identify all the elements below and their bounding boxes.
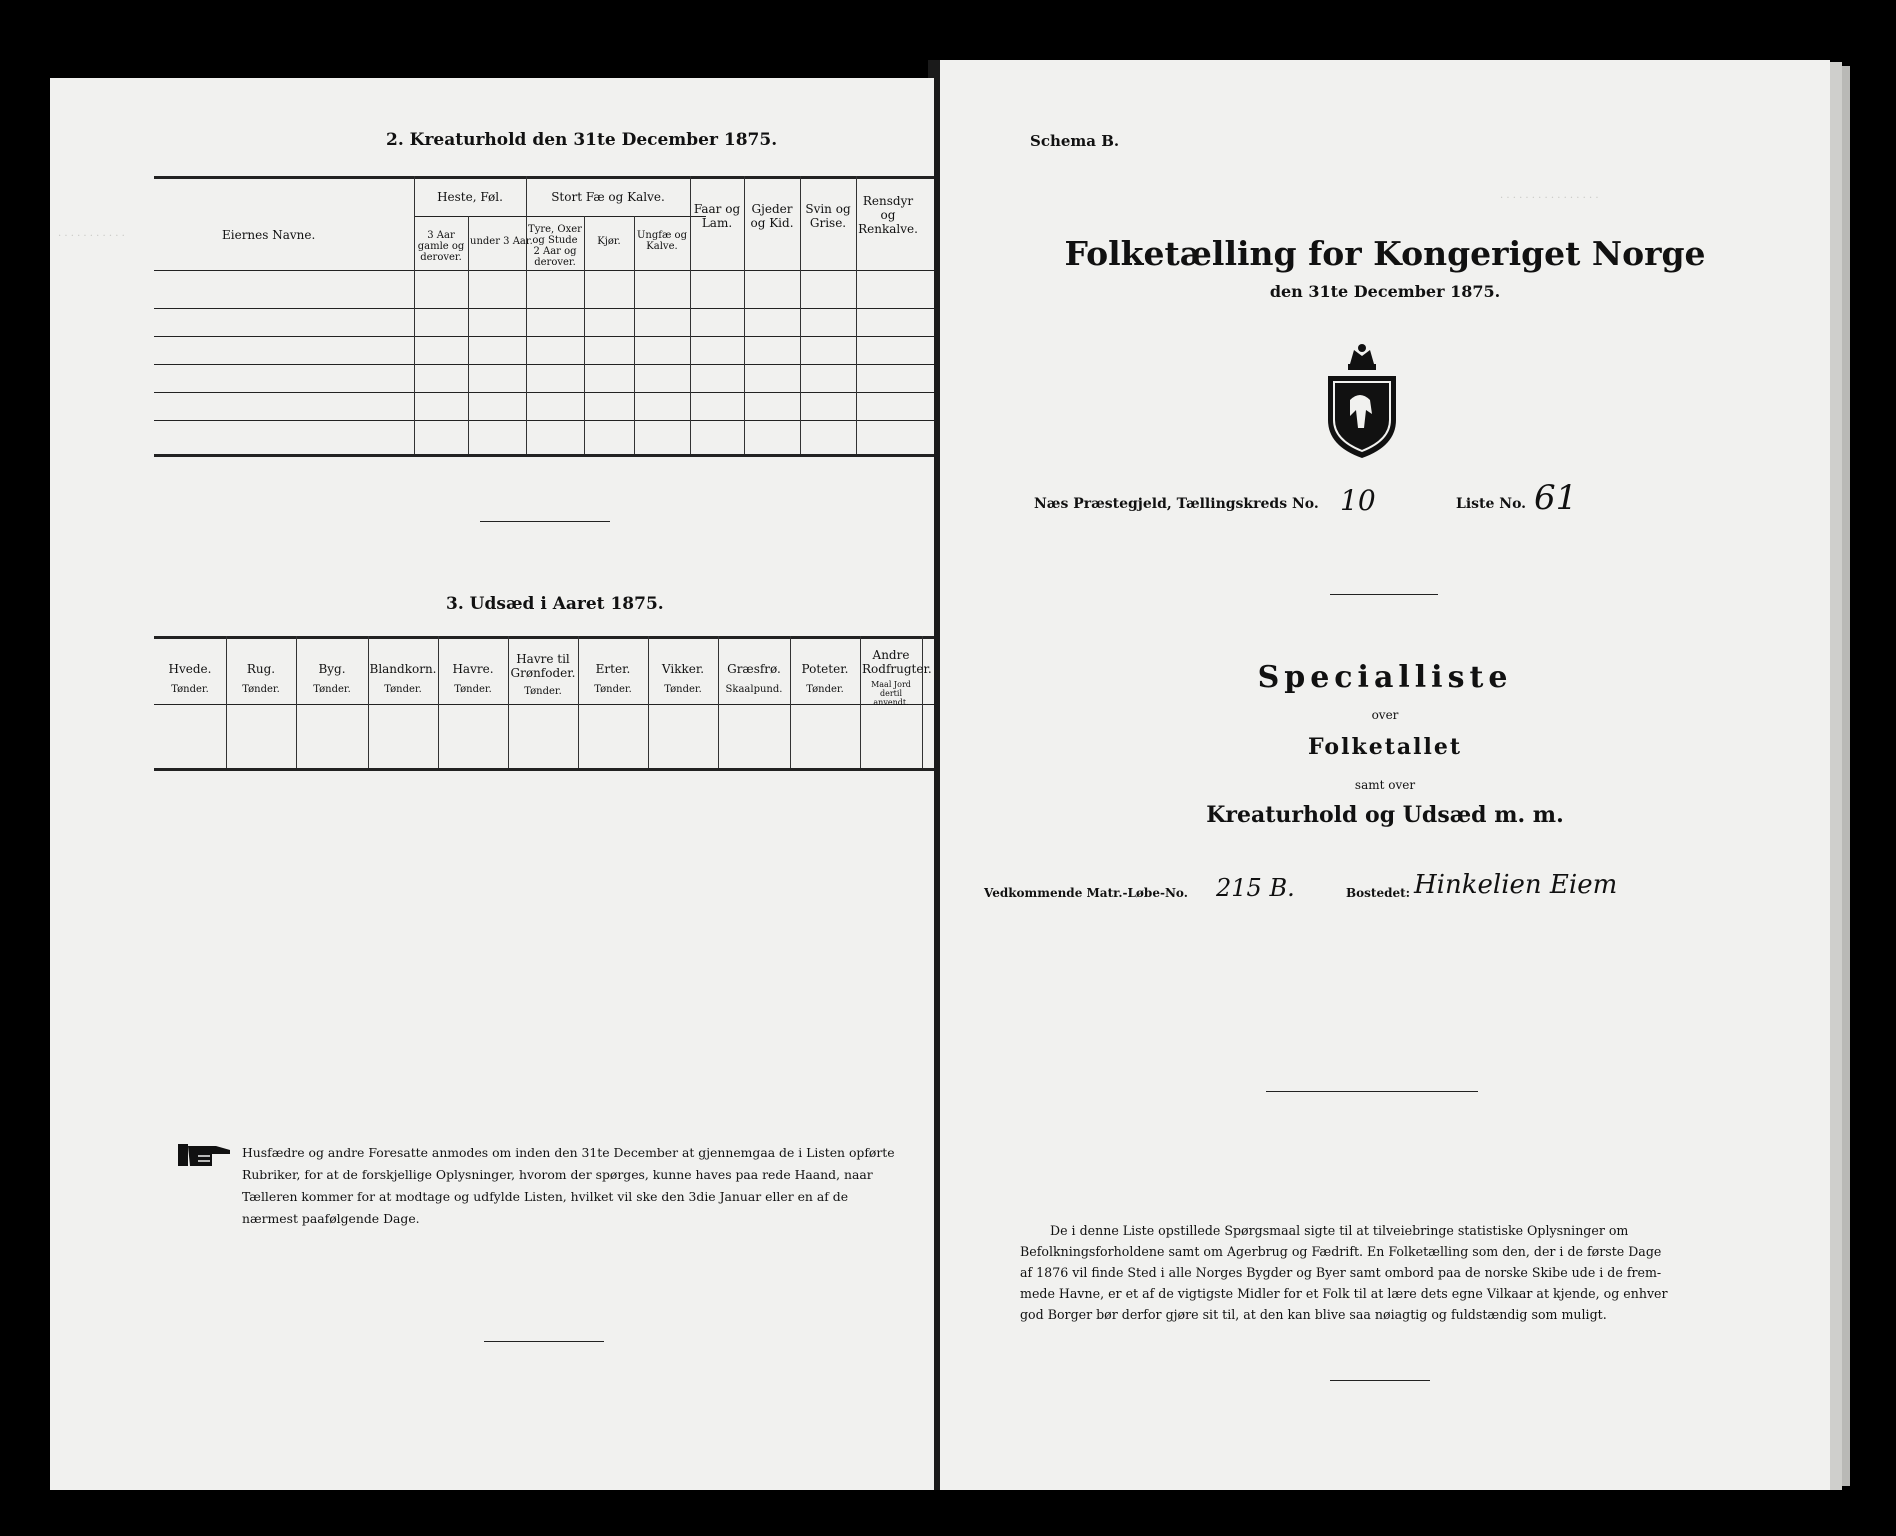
pointing-hand-icon — [176, 1138, 232, 1170]
census-title: Folketælling for Kongeriget Norge — [1064, 234, 1706, 273]
footer-text — [1020, 1220, 1668, 1325]
sowing-col-name: Poteter. — [801, 662, 849, 676]
cattle-col3: Ungfæ og Kalve. — [637, 230, 687, 252]
notice-text — [242, 1142, 895, 1230]
bosted-value: Hinkelien Eiem — [1414, 870, 1618, 900]
notice-line: Rubriker, for at de forskjellige Oplysninger, hvorom der spørges, kunne haves paa rede Haand, naar — [242, 1167, 873, 1182]
sowing-col-name: Erter. — [595, 662, 631, 676]
sowing-col-unit: Tønder. — [806, 684, 844, 695]
matr-value: 215 B. — [1216, 874, 1295, 902]
sowing-col-name: Rug. — [246, 662, 276, 676]
sowing-col-unit: Tønder. — [313, 684, 351, 695]
goats-header: Gjeder og Kid. — [750, 202, 794, 230]
cattle-header: Stort Fæ og Kalve. — [551, 190, 665, 204]
census-date: den 31te December 1875. — [1269, 282, 1501, 301]
kreds-number: 10 — [1340, 484, 1376, 517]
schema-label: Schema B. — [1030, 132, 1120, 150]
divider — [480, 521, 610, 522]
right-page — [940, 60, 1830, 1490]
bosted-label: Bostedet: — [1346, 886, 1411, 900]
sowing-col-name: Hvede. — [168, 662, 212, 676]
cattle-col2: Kjør. — [597, 236, 621, 247]
kreatur-title: Kreaturhold og Udsæd m. m. — [1206, 802, 1564, 828]
footer-line: god Borger bør derfor gjøre sit til, at den kan blive saa nøiagtig og fuldstændig som muligt. — [1020, 1307, 1607, 1322]
horses-header: Heste, Føl. — [437, 190, 503, 204]
cattle-col1: Tyre, Oxer og Stude 2 Aar og derover. — [528, 224, 582, 268]
matr-label: Vedkommende Matr.-Løbe-No. — [984, 886, 1188, 900]
reindeer-header: Rensdyr og Renkalve. — [858, 194, 918, 236]
section3-title: 3. Udsæd i Aaret 1875. — [446, 594, 664, 614]
sowing-col-unit: Tønder. — [594, 684, 632, 695]
divider — [484, 1341, 604, 1342]
left-page — [50, 78, 934, 1490]
page-edge — [1830, 62, 1842, 1490]
sowing-col-name: Blandkorn. — [369, 662, 437, 676]
sheep-header: Faar og Lam. — [693, 202, 741, 230]
sowing-col-name: Havre til Grønfoder. — [510, 652, 576, 680]
sowing-col-name: Andre Rodfrugter. — [862, 648, 932, 676]
bleed-through-text: . . . . . . . . . . . . . . . . — [1500, 190, 1599, 201]
sowing-col-unit: Maal Jord dertil anvendt. — [871, 680, 911, 707]
sowing-col-unit: Tønder. — [664, 684, 702, 695]
bleed-through-text: . . . . . . . . . . . — [58, 228, 125, 239]
footer-line: Befolkningsforholdene samt om Agerbrug og Fædrift. En Folketælling som den, der i de første Dage — [1020, 1244, 1662, 1259]
footer-line: af 1876 vil finde Sted i alle Norges Bygder og Byer samt ombord paa de norske Skibe ude i de frem- — [1020, 1265, 1662, 1280]
folketallet-label: Folketallet — [1308, 734, 1462, 760]
sowing-col-unit: Tønder. — [454, 684, 492, 695]
notice-line: Husfædre og andre Foresatte anmodes om inden den 31te December at gjennemgaa de i Listen opførte — [242, 1145, 895, 1160]
horses-col1: 3 Aar gamle og derover. — [417, 230, 465, 263]
notice-line: Tælleren kommer for at modtage og udfylde Listen, hvilket vil ske den 3die Januar eller en af de — [242, 1189, 849, 1204]
footer-line: De i denne Liste opstillede Spørgsmaal sigte til at tilveiebringe statistiske Oplysninger om — [1050, 1223, 1629, 1238]
sowing-col-name: Byg. — [318, 662, 346, 676]
horses-col2: under 3 Aar. — [470, 236, 533, 247]
sowing-col-name: Vikker. — [661, 662, 705, 676]
page-edge — [1842, 66, 1850, 1486]
sowing-col-unit: Tønder. — [242, 684, 280, 695]
samt-over-label: samt over — [1354, 778, 1416, 792]
sowing-col-unit: Tønder. — [524, 686, 562, 697]
section2-title: 2. Kreaturhold den 31te December 1875. — [386, 130, 778, 150]
sowing-col-unit: Tønder. — [384, 684, 422, 695]
footer-line: mede Havne, er et af de vigtigste Midler for et Folk til at lære dets egne Vilkaar at kjende, og enhver — [1020, 1286, 1668, 1301]
liste-label: Liste No. — [1456, 496, 1527, 512]
sowing-col-unit: Skaalpund. — [725, 684, 783, 695]
sowing-col-name: Græsfrø. — [727, 662, 781, 676]
divider — [1266, 1091, 1478, 1092]
parish-prefix: Næs Præstegjeld, Tællingskreds No. — [1034, 496, 1319, 512]
divider — [1330, 594, 1438, 595]
liste-number: 61 — [1534, 478, 1578, 518]
notice-line: nærmest paafølgende Dage. — [242, 1211, 420, 1226]
pigs-header: Svin og Grise. — [805, 202, 851, 230]
owner-header: Eiernes Navne. — [222, 228, 316, 242]
norway-coat-of-arms-icon — [1320, 342, 1404, 462]
special-list-title: Specialliste — [1257, 660, 1513, 695]
sowing-col-name: Havre. — [452, 662, 494, 676]
over-label: over — [1371, 708, 1399, 722]
divider — [1330, 1380, 1430, 1381]
sowing-col-unit: Tønder. — [171, 684, 209, 695]
